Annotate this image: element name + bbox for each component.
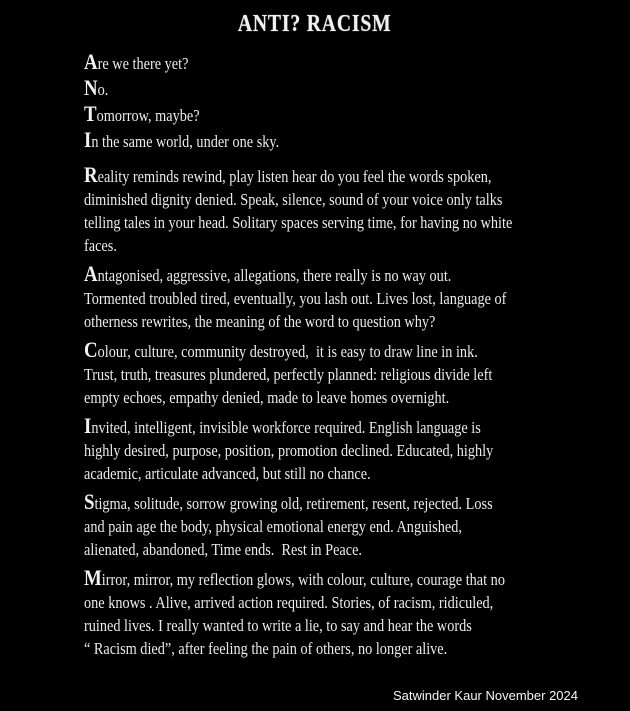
poem-title <box>0 0 630 38</box>
poem-line: highly desired, purpose, position, promotion declined. Educated, highly <box>84 441 494 460</box>
poem-title-text: ANTI? RACISM <box>238 11 392 37</box>
poem-line: Antagonised, aggressive, allegations, there really is no way out. <box>84 261 452 286</box>
poem-line: “ Racism died”, after feeling the pain of others, no longer alive. <box>84 639 448 658</box>
poem-line: Colour, culture, community destroyed, it is easy to draw line in ink. <box>84 337 478 362</box>
poem-line: alienated, abandoned, Time ends. Rest in Peace. <box>84 540 363 559</box>
stanza-1 <box>84 51 567 155</box>
poem-line: academic, articulate advanced, but still no chance. <box>84 464 371 483</box>
poem-line: one knows . Alive, arrived action required. Stories, of racism, ridiculed, <box>84 593 494 612</box>
author-attribution: Satwinder Kaur November 2024 <box>393 688 578 703</box>
poem-line: Invited, intelligent, invisible workforce required. English language is <box>84 413 481 438</box>
stanza-4 <box>84 339 567 409</box>
poem-line: Tomorrow, maybe? <box>84 101 200 126</box>
poem-line: telling tales in your head. Solitary spaces serving time, for having no white <box>84 213 513 232</box>
poem-line: Tormented troubled tired, eventually, you lash out. Lives lost, language of <box>84 289 507 308</box>
poem-line: diminished dignity denied. Speak, silence, sound of your voice only talks <box>84 190 503 209</box>
stanza-7 <box>84 567 567 660</box>
poem-line: Reality reminds rewind, play listen hear do you feel the words spoken, <box>84 162 492 187</box>
stanza-2 <box>84 164 567 257</box>
poem-line: Are we there yet? <box>84 49 189 74</box>
poem-line: No. <box>84 75 109 100</box>
poem-line: Trust, truth, treasures plundered, perfectly planned: religious divide left <box>84 365 493 384</box>
poem-line: faces. <box>84 236 117 255</box>
poem-line: otherness rewrites, the meaning of the word to question why? <box>84 312 436 331</box>
poem-line: Mirror, mirror, my reflection glows, with colour, culture, courage that no <box>84 565 505 590</box>
poem-line: Stigma, solitude, sorrow growing old, retirement, resent, rejected. Loss <box>84 489 493 514</box>
poem-body <box>84 51 567 666</box>
stanza-5 <box>84 415 567 485</box>
poem-line: and pain age the body, physical emotional energy end. Anguished, <box>84 517 462 536</box>
poem-line: empty echoes, empathy denied, made to leave homes overnight. <box>84 388 450 407</box>
stanza-3 <box>84 263 567 333</box>
poem-line: ruined lives. I really wanted to write a lie, to say and hear the words <box>84 616 472 635</box>
stanza-6 <box>84 491 567 561</box>
poem-line: In the same world, under one sky. <box>84 127 280 152</box>
